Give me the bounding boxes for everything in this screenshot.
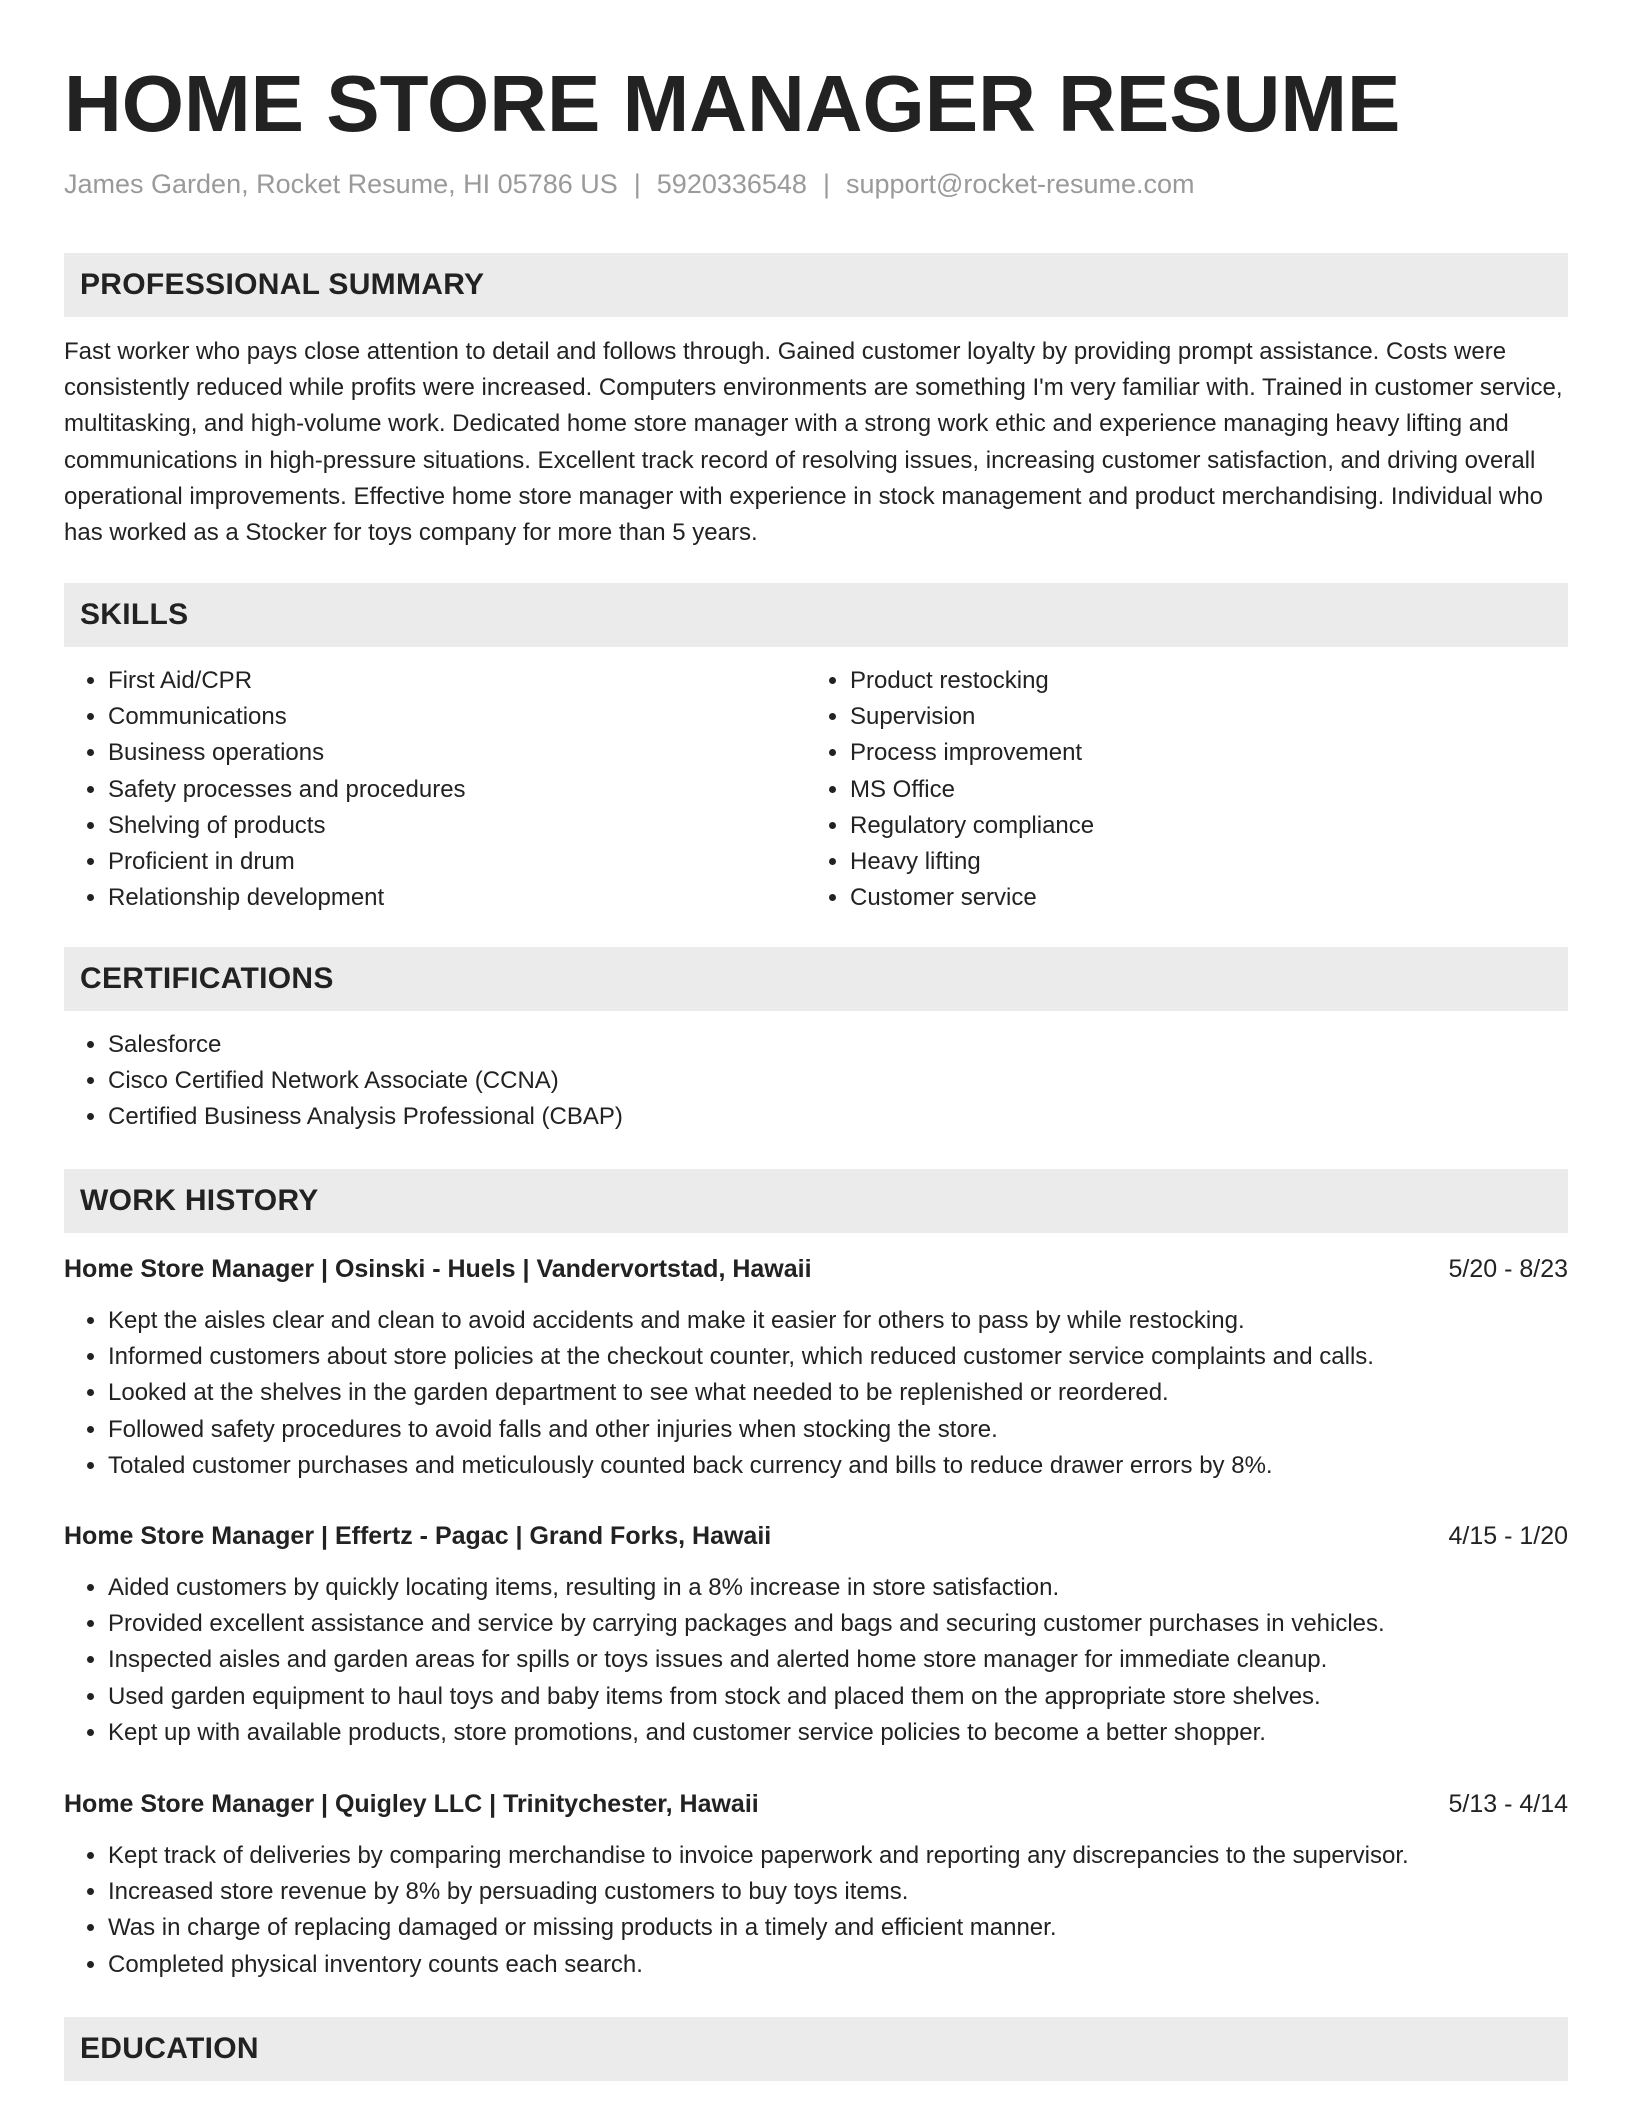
job-bullet: • Totaled customer purchases and meticulously counted back currency and bills to reduce drawer errors by 8%. [108,1448,1568,1484]
skills-list-right [806,663,1550,916]
contact-phone: 5920336548 [656,169,807,199]
job-title: Home Store Manager | Osinski - Huels | Vandervortstad, Hawaii [64,1255,812,1283]
skill-item: • Communications [108,699,808,735]
job-bullet: • Used garden equipment to haul toys and baby items from stock and placed them on the appropriate store shelves. [108,1679,1568,1715]
contact-line [64,166,1195,202]
skill-item: • Customer service [850,880,1550,916]
skill-item: • Safety processes and procedures [108,772,808,808]
job-title: Home Store Manager | Effertz - Pagac | Grand Forks, Hawaii [64,1522,772,1550]
contact-address: James Garden, Rocket Resume, HI 05786 US [64,169,618,199]
job-bullet: • Followed safety procedures to avoid falls and other injuries when stocking the store. [108,1412,1568,1448]
section-title: WORK HISTORY [80,1184,319,1217]
job-bullets [64,1570,1568,1751]
section-title: SKILLS [80,598,189,631]
job-bullets [64,1303,1568,1484]
section-title: PROFESSIONAL SUMMARY [80,268,485,301]
job-bullet: • Kept the aisles clear and clean to avoid accidents and make it easier for others to pass by while restocking. [108,1303,1568,1339]
summary-text: Fast worker who pays close attention to detail and follows through. Gained customer loyalty by providing prompt assistance. Costs were consistently reduced while profits were increased. Computers environments are something I'm very familiar with. Trained in customer service, multitasking, and high-volume work. Dedicated home store manager with a strong work ethic and experience managing heavy lifting and communications in high-pressure situations. Excellent track record of resolving issues, increasing customer satisfaction, and driving overall operational improvements. Effective home store manager with experience in stock management and product merchandising. Individual who has worked as a Stocker for toys company for more than 5 years. [64,338,1563,547]
section-header-education [64,2017,1568,2081]
job-bullet: • Informed customers about store policies at the checkout counter, which reduced customer service complaints and calls. [108,1339,1568,1375]
skill-item: • Process improvement [850,735,1550,771]
skill-item: • Heavy lifting [850,844,1550,880]
job-bullet: • Inspected aisles and garden areas for spills or toys issues and alerted home store manager for immediate cleanup. [108,1642,1568,1678]
skill-item: • Supervision [850,699,1550,735]
job-bullet: • Kept track of deliveries by comparing merchandise to invoice paperwork and reporting any discrepancies to the supervisor. [108,1838,1568,1874]
job-bullet: • Kept up with available products, store promotions, and customer service policies to become a better shopper. [108,1715,1568,1751]
resume-title: HOME STORE MANAGER RESUME [64,59,1401,148]
section-title: EDUCATION [80,2032,259,2065]
job-bullet: • Provided excellent assistance and service by carrying packages and bags and securing customer purchases in vehicles. [108,1606,1568,1642]
job-dates: 5/13 - 4/14 [1448,1790,1568,1818]
contact-separator: | [822,169,830,199]
certification-item: • Salesforce [108,1027,1508,1063]
skill-item: • Proficient in drum [108,844,808,880]
job-bullet: • Aided customers by quickly locating items, resulting in a 8% increase in store satisfaction. [108,1570,1568,1606]
skill-item: • Product restocking [850,663,1550,699]
job-bullet: • Completed physical inventory counts each search. [108,1947,1568,1983]
skill-item: • MS Office [850,772,1550,808]
section-header-skills [64,583,1568,647]
job-bullet: • Looked at the shelves in the garden department to see what needed to be replenished or reordered. [108,1375,1568,1411]
job-title: Home Store Manager | Quigley LLC | Trinitychester, Hawaii [64,1790,759,1818]
skill-item: • Relationship development [108,880,808,916]
skill-item: • Business operations [108,735,808,771]
job-dates: 5/20 - 8/23 [1448,1255,1568,1283]
job-bullet: • Was in charge of replacing damaged or missing products in a timely and efficient manner. [108,1910,1568,1946]
section-header-summary [64,253,1568,317]
certifications-list [64,1027,1508,1136]
skill-item: • Regulatory compliance [850,808,1550,844]
job-dates: 4/15 - 1/20 [1448,1522,1568,1550]
skill-item: • First Aid/CPR [108,663,808,699]
section-header-certifications [64,947,1568,1011]
certification-item: • Certified Business Analysis Professional (CBAP) [108,1099,1508,1135]
job-bullet: • Increased store revenue by 8% by persuading customers to buy toys items. [108,1874,1568,1910]
skills-list-left [64,663,808,916]
contact-email: support@rocket-resume.com [845,169,1195,199]
section-title: CERTIFICATIONS [80,962,334,995]
section-header-work-history [64,1169,1568,1233]
certification-item: • Cisco Certified Network Associate (CCNA) [108,1063,1508,1099]
skill-item: • Shelving of products [108,808,808,844]
contact-separator: | [633,169,641,199]
job-bullets [64,1838,1568,1983]
